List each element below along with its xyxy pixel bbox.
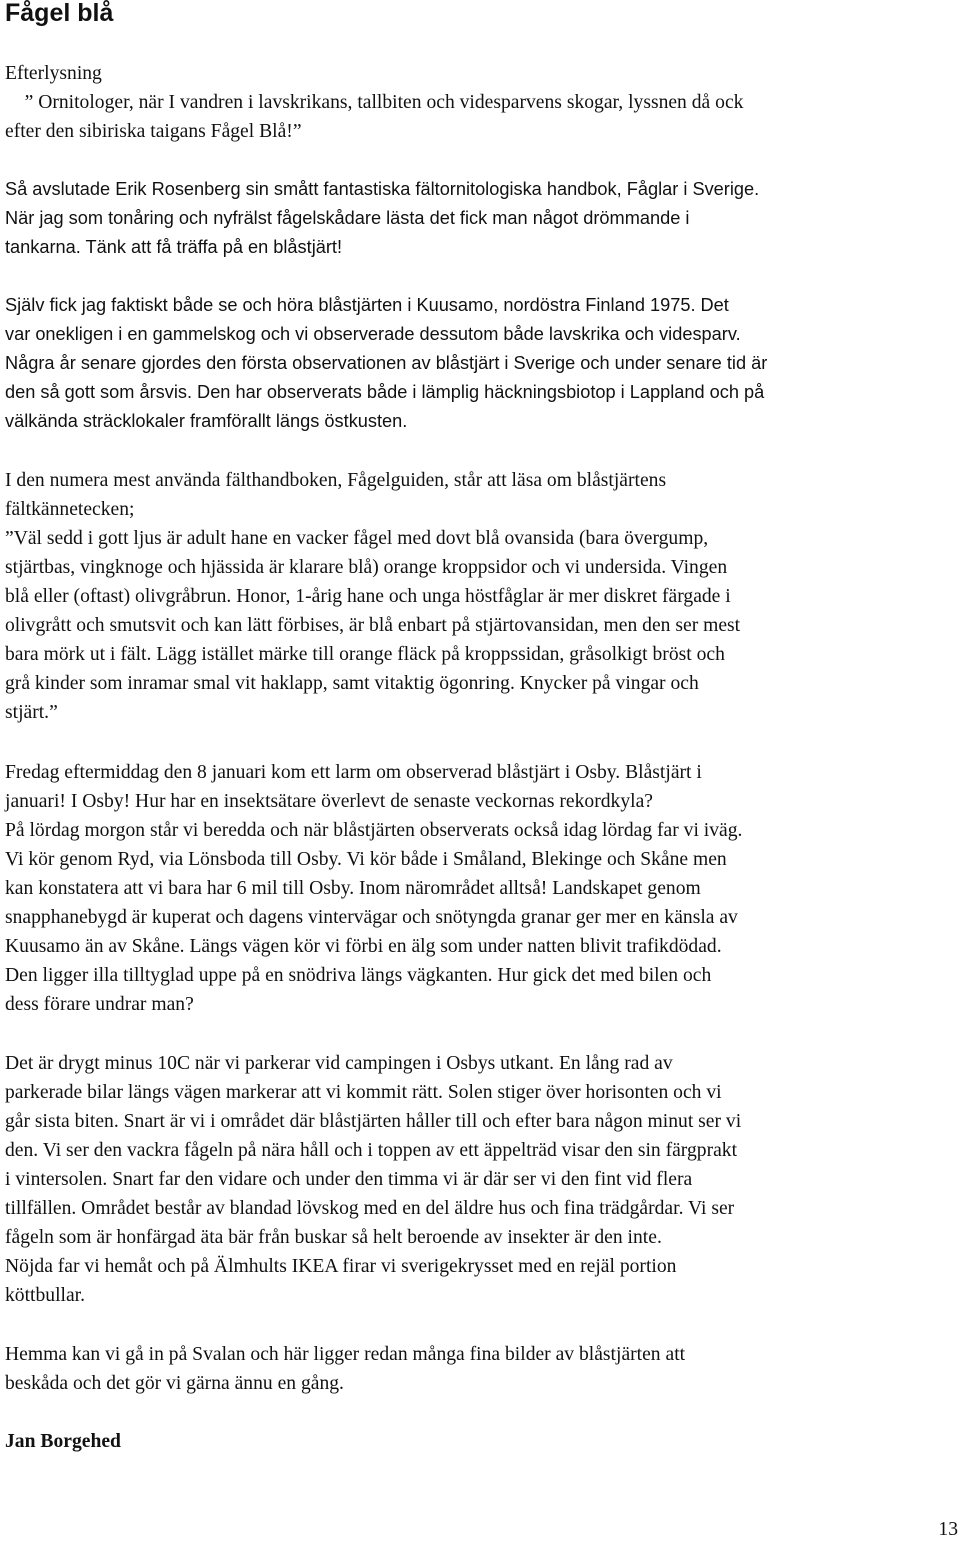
text-line: fältkännetecken;	[5, 499, 135, 520]
text-line: På lördag morgon står vi beredda och när blåstjärten observerats också idag lördag far vi iväg.	[5, 820, 743, 841]
text-line: ”Väl sedd i gott ljus är adult hane en vacker fågel med dovt blå ovansida (bara övergump,	[5, 528, 709, 549]
text-line: den. Vi ser den vackra fågeln på nära håll och i toppen av ett äppelträd visar den sin färgprakt	[5, 1140, 738, 1161]
text-line: Nöjda far vi hemåt och på Älmhults IKEA firar vi sverigekrysset med en rejäl portion	[5, 1256, 677, 1277]
text-line: När jag som tonåring och nyfrälst fågelskådare lästa det fick man något drömmande i	[5, 208, 690, 228]
text-line: köttbullar.	[5, 1285, 86, 1306]
text-line: välkända sträcklokaler framförallt längs östkusten.	[5, 411, 408, 431]
text-line: Några år senare gjordes den första observationen av blåstjärt i Sverige och under senare tid är	[5, 353, 768, 373]
text-line: beskåda och det gör vi gärna ännu en gång.	[5, 1373, 344, 1394]
text-line: Den ligger illa tilltyglad uppe på en snödriva längs vägkanten. Hur gick det med bilen och	[5, 965, 712, 986]
page-title: Fågel blå	[5, 0, 114, 27]
paragraph-kuusamo	[5, 291, 957, 436]
text-line: stjärtbas, vingknoge och hjässida är klarare blå) orange kroppsidor och vi undersida. Vingen	[5, 557, 728, 578]
paragraph-alarm	[5, 758, 957, 1019]
paragraph-osby	[5, 1049, 957, 1310]
text-line: grå kinder som inramar smal vit haklapp, samt vitaktig ögonring. Knycker på vingar och	[5, 673, 699, 694]
text-line: den så gott som årsvis. Den har observerats både i lämplig häckningsbiotop i Lappland och på	[5, 382, 765, 402]
paragraph-field-guide	[5, 466, 957, 727]
text-line: parkerade bilar längs vägen markerar att vi kommit rätt. Solen stiger över horisonten och vi	[5, 1082, 722, 1103]
text-line: Hemma kan vi gå in på Svalan och här ligger redan många fina bilder av blåstjärten att	[5, 1344, 686, 1365]
text-line: bara mörk ut i fält. Lägg istället märke till orange fläck på kroppssidan, gråsolkigt bröst och	[5, 644, 725, 665]
text-line: i vintersolen. Snart far den vidare och under den timma vi är där ser vi den fint vid flera	[5, 1169, 693, 1190]
text-line: var onekligen i en gammelskog och vi observerade dessutom både lavskrika och videsparv.	[5, 324, 741, 344]
text-line: I den numera mest använda fälthandboken, Fågelguiden, står att läsa om blåstjärtens	[5, 470, 667, 491]
text-line: fågeln som är honfärgad äta bär från buskar så helt beroende av insekter är den inte.	[5, 1227, 662, 1248]
text-line: snapphanebygd är kuperat och dagens vintervägar och snötyngda granar ger mer en känsla av	[5, 907, 738, 928]
text-line: tankarna. Tänk att få träffa på en blåstjärt!	[5, 237, 343, 257]
intro-section	[5, 59, 957, 146]
paragraph-rosenberg	[5, 175, 957, 262]
text-line: blå eller (oftast) olivgråbrun. Honor, 1-årig hane och unga höstfåglar är mer diskret färgade i	[5, 586, 731, 607]
author-signature: Jan Borgehed	[5, 1431, 121, 1452]
text-line: dess förare undrar man?	[5, 994, 194, 1015]
text-line: Det är drygt minus 10C när vi parkerar vid campingen i Osbys utkant. En lång rad av	[5, 1053, 673, 1074]
page-number: 13	[938, 1519, 958, 1540]
text-line: Kuusamo än av Skåne. Längs vägen kör vi förbi en älg som under natten blivit trafikdödad.	[5, 936, 722, 957]
text-line: kan konstatera att vi bara har 6 mil till Osby. Inom närområdet alltså! Landskapet genom	[5, 878, 701, 899]
text-line: går sista biten. Snart är vi i området där blåstjärten håller till och efter bara någon minut ser vi	[5, 1111, 742, 1132]
quote-line: ” Ornitologer, när I vandren i lavskrikans, tallbiten och videsparvens skogar, lyssnen då ock	[5, 92, 744, 113]
text-line: januari! I Osby! Hur har en insektsätare överlevt de senaste veckornas rekordkyla?	[5, 791, 653, 812]
quote-line: efter den sibiriska taigans Fågel Blå!”	[5, 121, 302, 142]
intro-heading: Efterlysning	[5, 63, 102, 84]
text-line: Själv fick jag faktiskt både se och höra blåstjärten i Kuusamo, nordöstra Finland 1975. Det	[5, 295, 729, 315]
text-line: tillfällen. Området består av blandad lövskog med en del äldre hus och fina trädgårdar. Vi ser	[5, 1198, 735, 1219]
text-line: Så avslutade Erik Rosenberg sin smått fantastiska fältornitologiska handbok, Fåglar i Sverige.	[5, 179, 760, 199]
paragraph-svalan	[5, 1340, 957, 1398]
text-line: Fredag eftermiddag den 8 januari kom ett larm om observerad blåstjärt i Osby. Blåstjärt i	[5, 762, 702, 783]
text-line: Vi kör genom Ryd, via Lönsboda till Osby. Vi kör både i Småland, Blekinge och Skåne men	[5, 849, 727, 870]
text-line: olivgrått och smutsvit och kan lätt förbises, är blå enbart på stjärtovansidan, men den ser mest	[5, 615, 741, 636]
text-line: stjärt.”	[5, 702, 58, 723]
